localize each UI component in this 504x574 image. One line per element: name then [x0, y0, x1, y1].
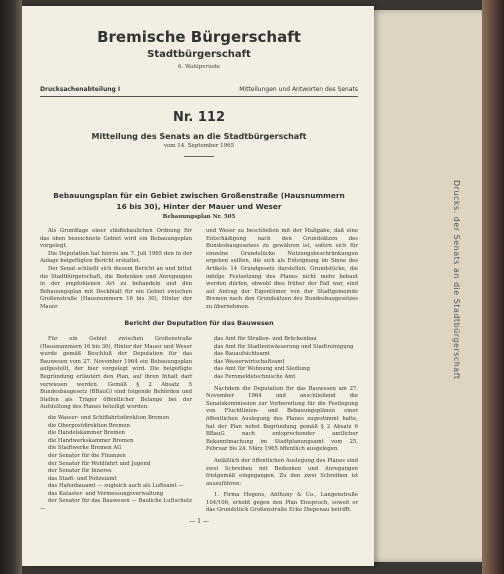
paragraph: Der Senat schließt sich diesem Bericht an und bittet die Stadtbürgerschaft, die Bedenken und Anregungen in der empfohlenen Art zu behandeln und den Bebauungsplan mit Deckblatt für ein Gebiet zwischen Großenstraße (Hausnummern 16 bis 30), Hinter der Mauer [40, 265, 192, 310]
bericht-heading: Bericht der Deputation für das Bauwesen [124, 319, 274, 327]
bebauungsplan-number: Bebauungsplan Nr. 505 [162, 214, 236, 220]
list-item: das Amt für Stadtentwässerung und Stadtreinigung [214, 343, 354, 350]
underlying-sheet-text: Drucks. der Senats an die Stadtbürgerschaft [452, 180, 461, 380]
header-bar-right: Mitteilungen und Antworten des Senats [239, 86, 358, 93]
masthead-title: Bremische Bürgerschaft [97, 28, 301, 46]
list-item: die Handelskammer Bremen [48, 430, 125, 437]
header-bar [40, 86, 358, 97]
divider [184, 156, 214, 157]
list-item: das Stadt- und Polizeiamt [48, 475, 117, 482]
intro-column-left [40, 228, 192, 312]
list-item: die Stadtwerke Bremen AG [48, 445, 122, 452]
paragraph: Als Grundlage einer städtebaulichen Ordnung für das oben bezeichnete Gebiet wird ein Bebauungsplan vorgelegt. [40, 228, 192, 250]
list-item: der Senator für Wohlfahrt und Jugend [48, 460, 151, 467]
paragraph: Anläßlich der öffentlichen Auslegung des Planes sind zwei Schreiben mit Bedenken und Anregungen fristgemäß eingegangen. Zu den zwei Schreiben ist auszuführen: [206, 457, 358, 487]
list-item: die Oberpostdirektion Bremen [48, 422, 130, 429]
list-item: das Amt für Straßen- und Brückenbau [214, 336, 317, 342]
list-item: der Senator für das Bauwesen — Bauliche Luftschutz— [40, 498, 192, 513]
list-item: das Kataster- und Vermessungsverwaltung [48, 490, 164, 497]
intro-column-right [206, 228, 358, 312]
document-number: Nr. 112 [172, 110, 226, 125]
masthead-period: 6. Wahlperiode [177, 64, 220, 70]
paragraph: Nachdem die Deputation für das Bauwesen am 27. November 1964 und anschließend die Senatskommission zur Vorbereitung für die Festlegung von Fluchtlinien- und Bebauungsplänen einer öffentlichen Auslegung des Planes zugestimmt hatte, hat der Plan nebst Begründung gemäß § 2 Absatz 6 BBauG nach entsprechender amtlicher Bekanntmachung im Stadtplanungsamt vom 25. Februar bis 24. März 1965 öffentlich ausgelegen. [206, 385, 358, 453]
paragraph: Für ein Gebiet zwischen Großenstraße (Hausnummern 16 bis 30), Hinter der Mauer und Weser wurde gemäß Beschluß der Deputation für das Bauwesen vom 27. November 1964 ein Bebauungsplan aufgestellt, der hier vorgelegt wird. Die beigefügte Begründung erläutert den Plan, auf ihren Inhalt darf verwiesen werden. Gemäß § 2 Absatz 5 Bundesbaugesetz (BBauG) sind folgende Behörden und Stellen als Träger öffentlicher Belange bei der Aufstellung des Planes beteiligt worden: [40, 336, 192, 411]
binder-spine-right [482, 0, 504, 574]
masthead-subtitle: Stadtbürgerschaft [147, 49, 251, 60]
list-item: die Handwerkskammer Bremen [48, 437, 134, 444]
paragraph: 1. Firma Hegens, Anthony & Co., Langenstraße 104/106, erhebt gegen den Plan Einspruch, soweit er das Grundstück Großenstraße Ecke Diepenau betrifft. [206, 492, 358, 514]
list-item: das Fernmeldetechnische Amt [214, 373, 296, 380]
underlying-sheet [362, 10, 484, 562]
binder-spine-left [0, 0, 22, 574]
bericht-column-right [206, 336, 358, 515]
mitteilung-heading: Mitteilung des Senats an die Stadtbürgerschaft [91, 132, 307, 141]
header-bar-left: Drucksachenabteilung I [40, 86, 121, 93]
page-number: — 1 — [189, 518, 209, 525]
list-item: der Senator für Inneres [48, 468, 112, 475]
list-item: die Wasser- und Schiffahrtsdirektion Bremen [48, 414, 170, 421]
bericht-column-left [40, 336, 192, 514]
document-date: vom 14. September 1965 [163, 143, 235, 149]
list-item: das Wasserwirtschaftsamt [214, 358, 285, 365]
paragraph: und Weser zu beschließen mit der Maßgabe, daß eine Entschädigung nach den Grundsätzen des Bundesbaugesetzes zu gewähren ist, sofern sich für einzelne Grundstücke Nutzungsbeschränkungen ergeben sollten, die sich als Enteignung im Sinne des Artikels 14 Grundgesetz darstellen. Grundstücke, die infolge Festsetzung des Planes nicht mehr bebaut werden dürfen, obwohl dies früher der Fall war, sind auf Antrag der Eigentümer von der Stadtgemeinde Bremen nach den Grundsätzen des Bundesbaugesetzes zu übernehmen. [206, 228, 358, 310]
bebauungsplan-title: Bebauungsplan für ein Gebiet zwischen Großenstraße (Hausnummern 16 bis 30), Hinter der Mauer und Weser [53, 191, 345, 211]
list-item: der Senator für die Finanzen [48, 452, 126, 459]
paragraph: Die Deputation hat hierzu am 7. Juli 1965 den in der Anlage beigefügten Bericht erstattet. [40, 250, 192, 265]
list-item: das Hafenbauamt — zugleich auch als Lufteamt — [48, 483, 184, 490]
document-page [22, 6, 374, 566]
list-item: das Bauaufsichtsamt [214, 351, 270, 358]
list-item: das Amt für Wohnung und Siedlung [214, 366, 310, 373]
